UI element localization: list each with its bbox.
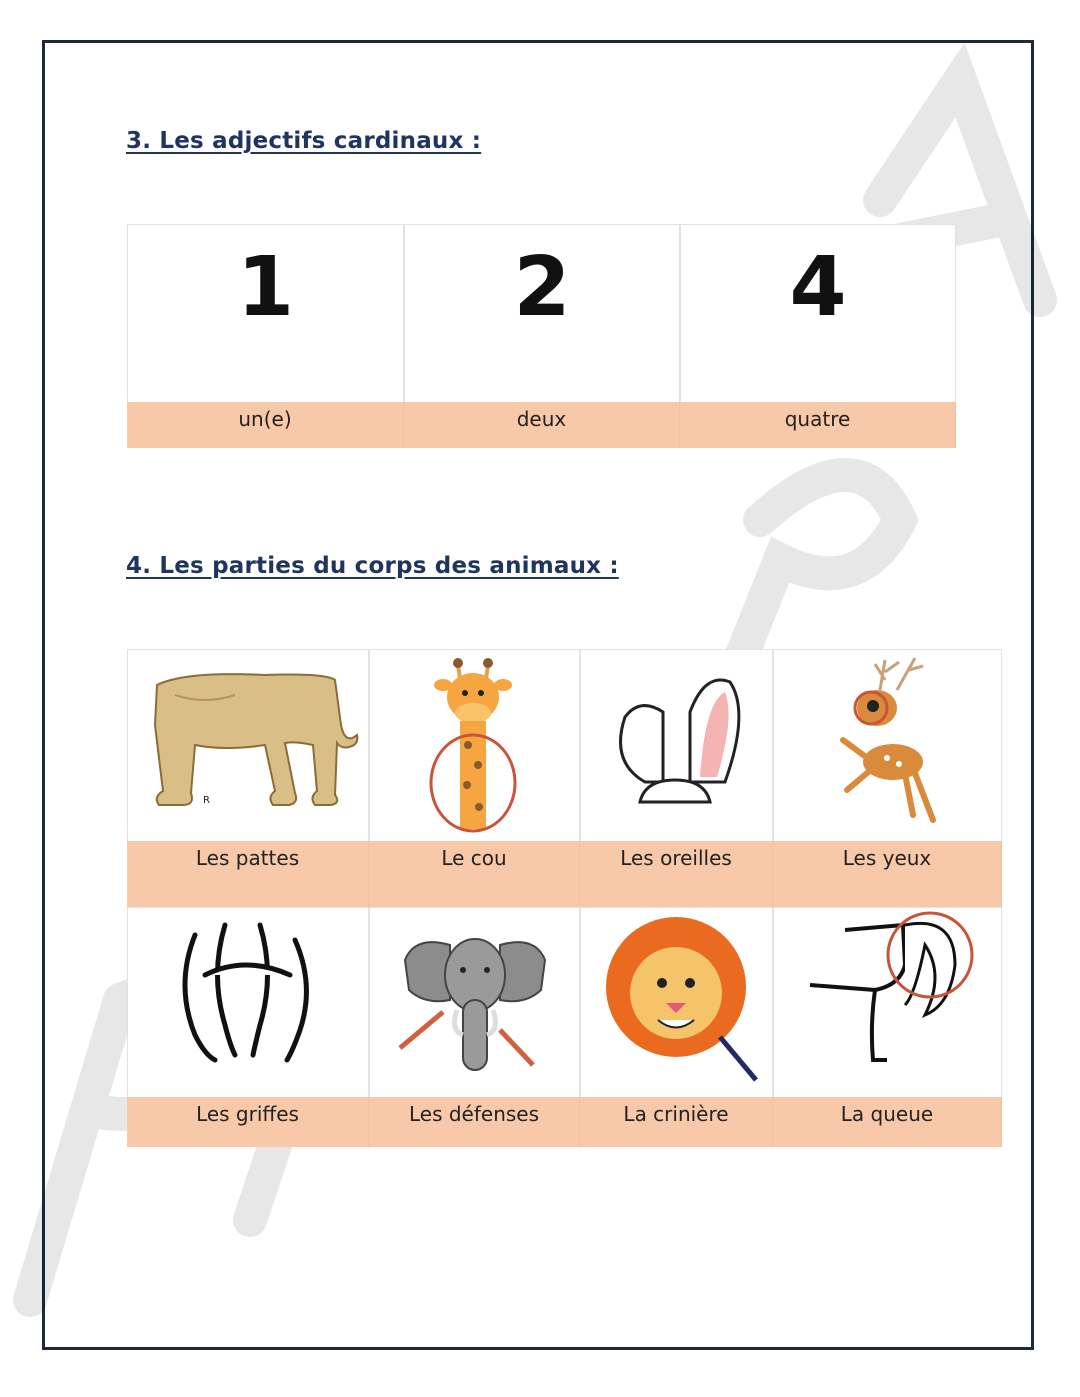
body-part-label: Les griffes xyxy=(127,1097,369,1147)
body-part-label: La crinière xyxy=(580,1097,773,1147)
body-part-label: Les yeux xyxy=(773,841,1002,907)
numeral-4: 4 xyxy=(789,240,847,335)
body-part-label: La queue xyxy=(773,1097,1002,1147)
elephant-tusks-icon xyxy=(395,930,555,1078)
body-part-label: Le cou xyxy=(369,841,580,907)
cardinal-word-1: un(e) xyxy=(127,402,404,448)
section-3-heading: 3. Les adjectifs cardinaux : xyxy=(126,128,482,154)
cardinal-word-2: deux xyxy=(404,402,680,448)
section-4-heading: 4. Les parties du corps des animaux : xyxy=(126,553,619,579)
body-part-label: Les oreilles xyxy=(580,841,773,907)
lion-mane-icon xyxy=(598,915,763,1085)
numeral-2: 2 xyxy=(513,240,571,335)
horse-tail-icon xyxy=(805,905,980,1070)
body-part-label: Les pattes xyxy=(127,841,369,907)
giraffe-neck-icon xyxy=(418,655,533,833)
lion-legs-icon xyxy=(145,665,360,810)
claws-icon xyxy=(165,915,330,1065)
deer-eyes-icon xyxy=(825,650,940,830)
svg-text:R: R xyxy=(203,795,210,806)
rabbit-ears-icon xyxy=(605,672,750,807)
cardinal-word-4: quatre xyxy=(680,402,956,448)
body-part-label: Les défenses xyxy=(369,1097,580,1147)
numeral-1: 1 xyxy=(236,240,295,335)
